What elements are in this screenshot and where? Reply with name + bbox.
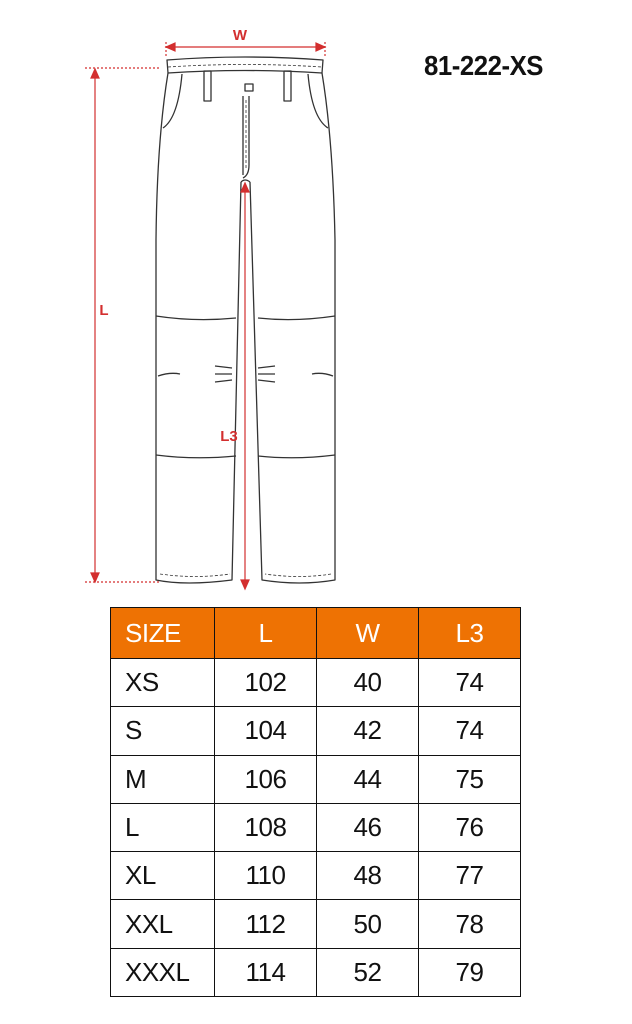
width-cell: 50 bbox=[317, 900, 419, 948]
inseam-cell: 77 bbox=[419, 852, 521, 900]
header-cell: L bbox=[215, 608, 317, 659]
table-row bbox=[111, 755, 521, 803]
size-cell: L bbox=[111, 803, 215, 851]
size-table-header bbox=[111, 608, 521, 659]
header-cell: SIZE bbox=[111, 608, 215, 659]
size-cell: XXL bbox=[111, 900, 215, 948]
size-cell: S bbox=[111, 707, 215, 755]
length-cell: 112 bbox=[215, 900, 317, 948]
width-cell: 46 bbox=[317, 803, 419, 851]
width-cell: 44 bbox=[317, 755, 419, 803]
length-cell: 110 bbox=[215, 852, 317, 900]
width-cell: 40 bbox=[317, 659, 419, 707]
header-cell: L3 bbox=[419, 608, 521, 659]
inseam-cell: 79 bbox=[419, 948, 521, 996]
size-cell: XL bbox=[111, 852, 215, 900]
inseam-label: L3 bbox=[220, 428, 238, 445]
inseam-cell: 78 bbox=[419, 900, 521, 948]
width-cell: 48 bbox=[317, 852, 419, 900]
length-label: L bbox=[99, 302, 109, 319]
size-cell: M bbox=[111, 755, 215, 803]
length-cell: 104 bbox=[215, 707, 317, 755]
length-cell: 108 bbox=[215, 803, 317, 851]
table-row bbox=[111, 900, 521, 948]
inseam-cell: 75 bbox=[419, 755, 521, 803]
product-code: 81-222-XS bbox=[424, 50, 544, 81]
size-table bbox=[110, 607, 521, 997]
table-row bbox=[111, 659, 521, 707]
size-cell: XXXL bbox=[111, 948, 215, 996]
inseam-cell: 76 bbox=[419, 803, 521, 851]
inseam-cell: 74 bbox=[419, 659, 521, 707]
length-cell: 106 bbox=[215, 755, 317, 803]
length-cell: 114 bbox=[215, 948, 317, 996]
header-cell: W bbox=[317, 608, 419, 659]
inseam-cell: 74 bbox=[419, 707, 521, 755]
width-label: W bbox=[232, 27, 248, 44]
table-row bbox=[111, 948, 521, 996]
width-cell: 42 bbox=[317, 707, 419, 755]
table-row bbox=[111, 852, 521, 900]
size-cell: XS bbox=[111, 659, 215, 707]
measure-lines bbox=[85, 42, 325, 589]
length-cell: 102 bbox=[215, 659, 317, 707]
table-row bbox=[111, 803, 521, 851]
table-row bbox=[111, 707, 521, 755]
width-cell: 52 bbox=[317, 948, 419, 996]
